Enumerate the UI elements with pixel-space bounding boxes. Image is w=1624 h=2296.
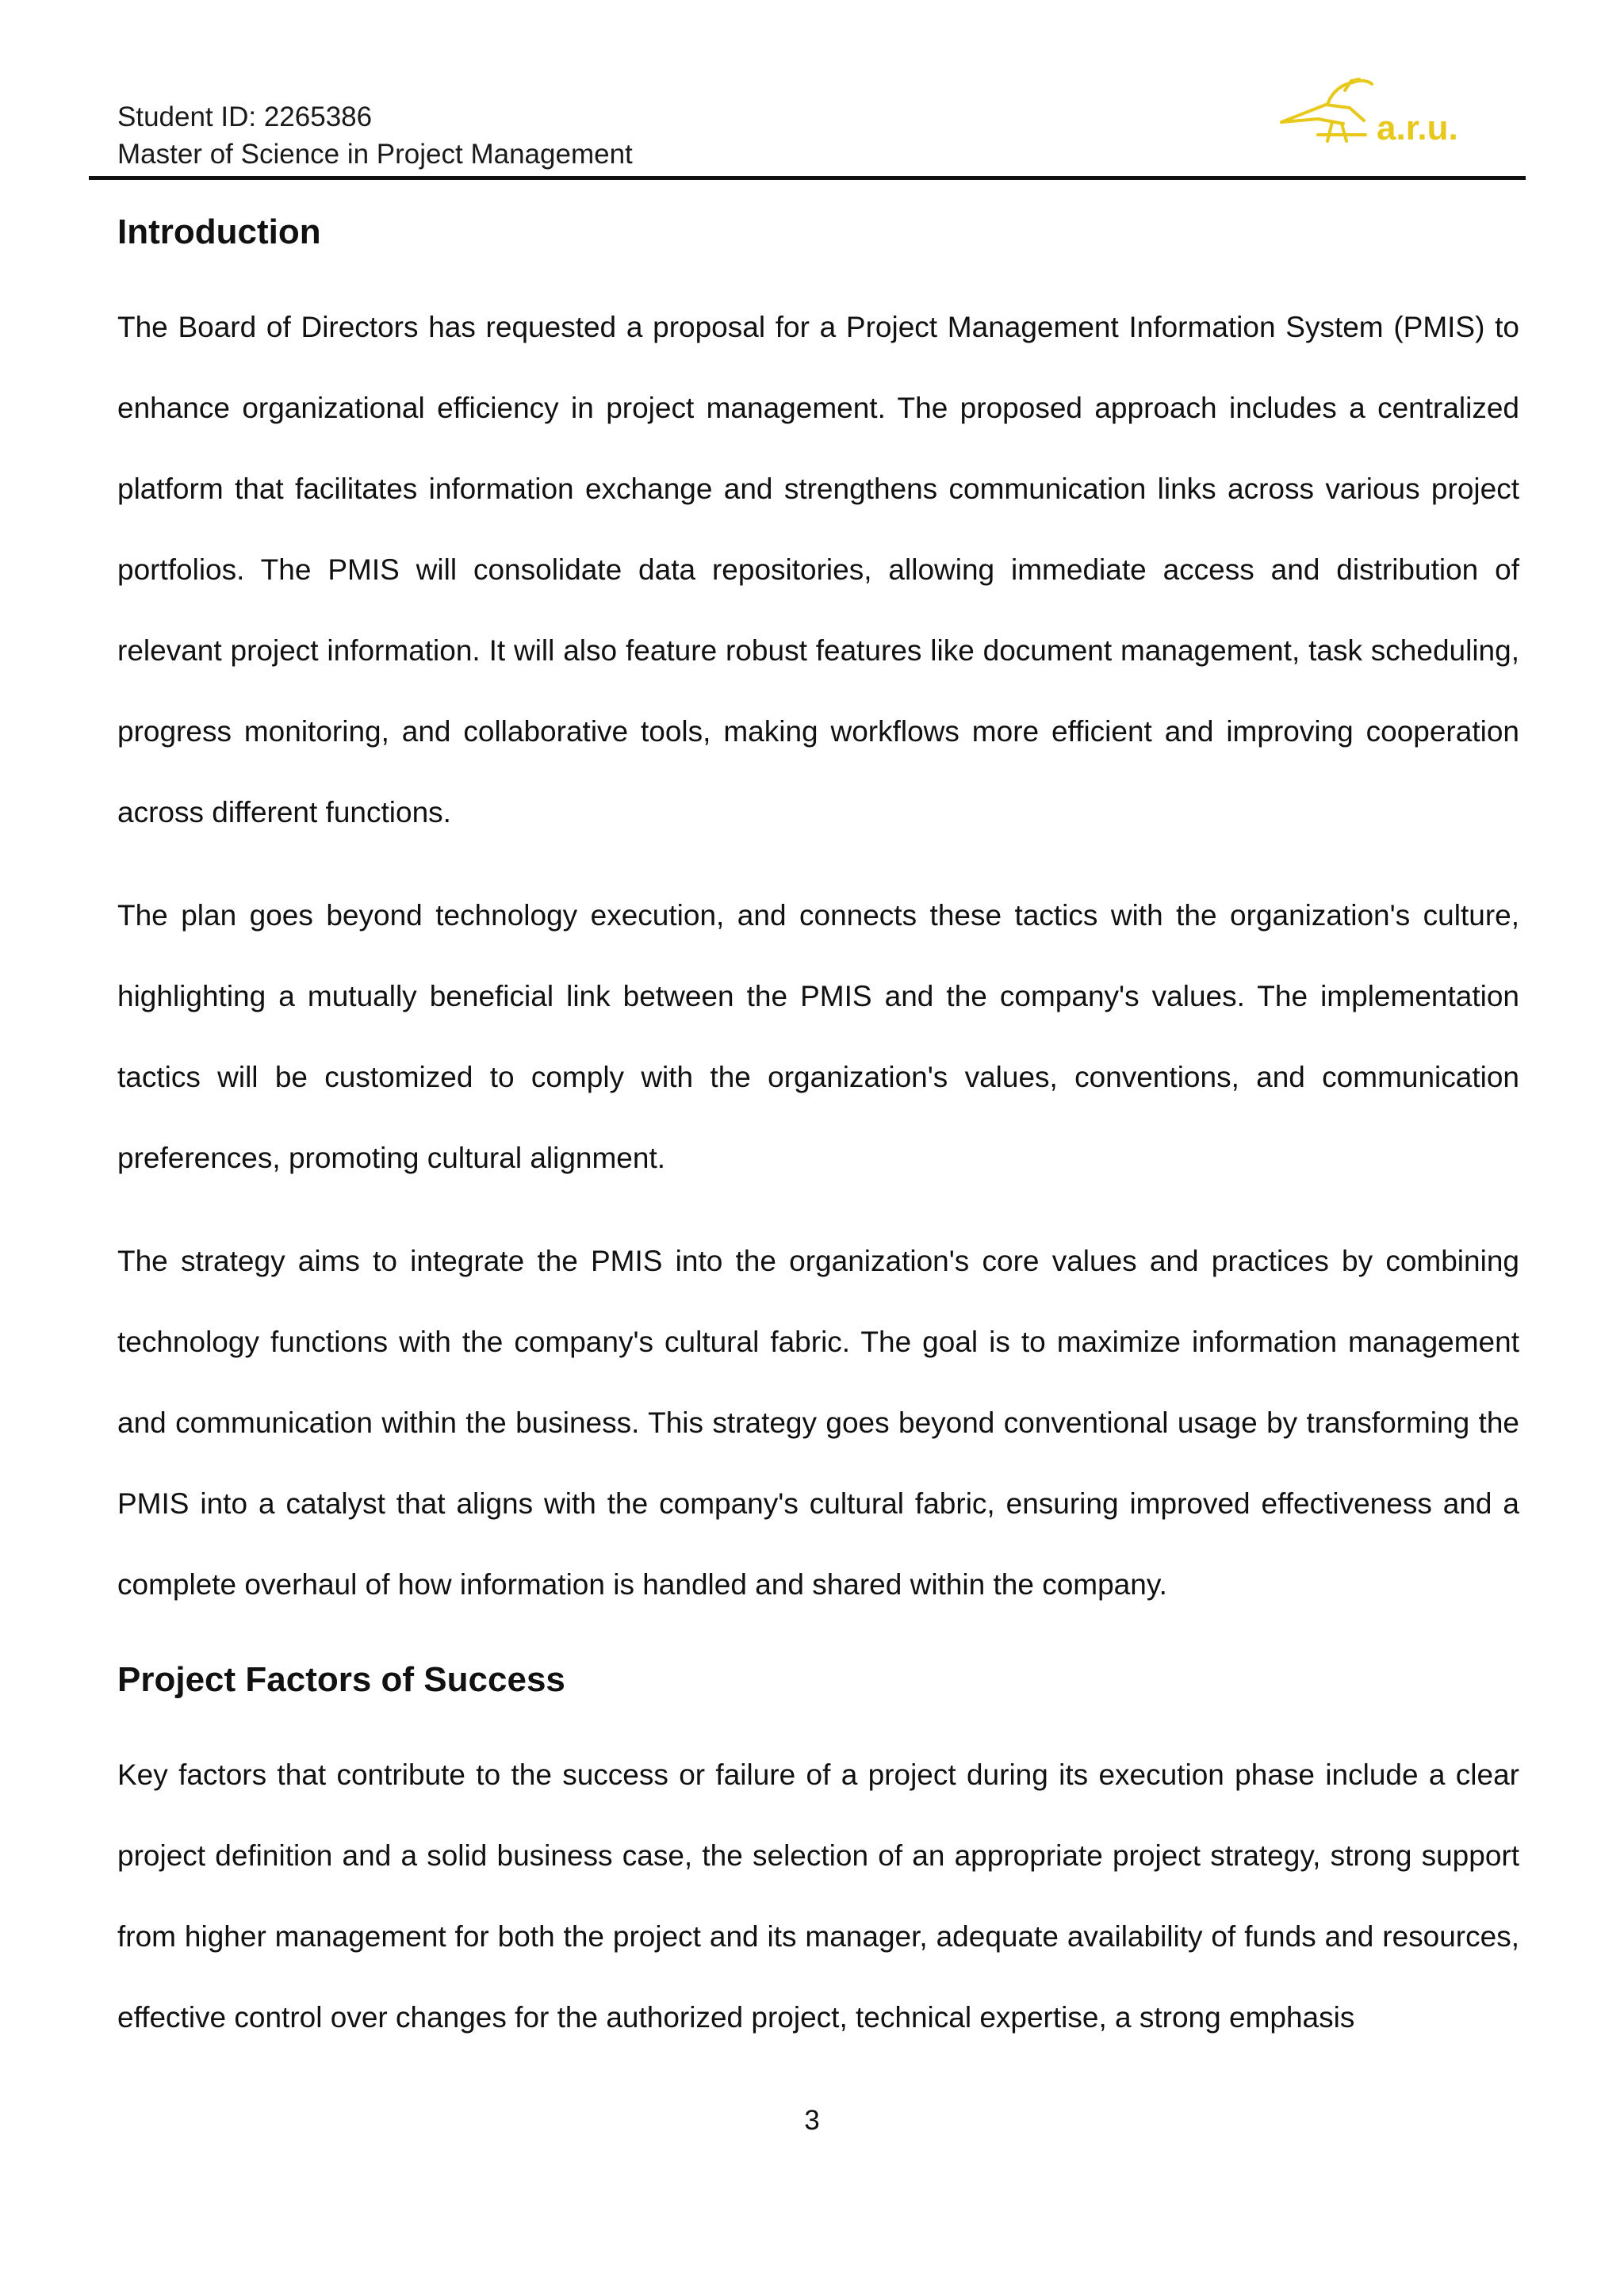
- paragraph: The Board of Directors has requested a proposal for a Project Management Information System (PMIS) to enhance organizational efficiency in project management. The proposed approach includes a centralized platform that facilitates information exchange and strengthens communication links across various project portfolios. The PMIS will consolidate data repositories, allowing immediate access and distribution of relevant project information. It will also feature robust features like document management, task scheduling, progress monitoring, and collaborative tools, making workflows more efficient and improving cooperation across different functions.: [117, 311, 1519, 828]
- document-body: [117, 197, 1519, 2080]
- paragraph: Key factors that contribute to the success or failure of a project during its execution phase include a clear project definition and a solid business case, the selection of an appropriate project strategy, strong support from higher management for both the project and its manager, adequate availability of funds and resources, effective control over changes for the authorized project, technical expertise, a strong emphasis: [117, 1758, 1519, 2034]
- programme-title: Master of Science in Project Management: [117, 139, 633, 170]
- header-divider: [89, 176, 1526, 180]
- svg-text:a.r.u.: a.r.u.: [1377, 109, 1458, 147]
- page-number: 3: [804, 2105, 820, 2136]
- aru-logo: [1270, 73, 1477, 152]
- section-heading-introduction: Introduction: [117, 212, 321, 251]
- heron-icon: [1270, 73, 1477, 152]
- page-header: [117, 98, 633, 173]
- student-id: Student ID: 2265386: [117, 101, 373, 132]
- section-heading-success-factors: Project Factors of Success: [117, 1660, 565, 1699]
- paragraph: The plan goes beyond technology execution, and connects these tactics with the organization's culture, highlighting a mutually beneficial link between the PMIS and the company's values. The implementation tactics will be customized to comply with the organization's values, conventions, and communication preferences, promoting cultural alignment.: [117, 899, 1519, 1174]
- paragraph: The strategy aims to integrate the PMIS into the organization's core values and practices by combining technology functions with the company's cultural fabric. The goal is to maximize information management and communication within the business. This strategy goes beyond conventional usage by transforming the PMIS into a catalyst that aligns with the company's cultural fabric, ensuring improved effectiveness and a complete overhaul of how information is handled and shared within the company.: [117, 1245, 1519, 1601]
